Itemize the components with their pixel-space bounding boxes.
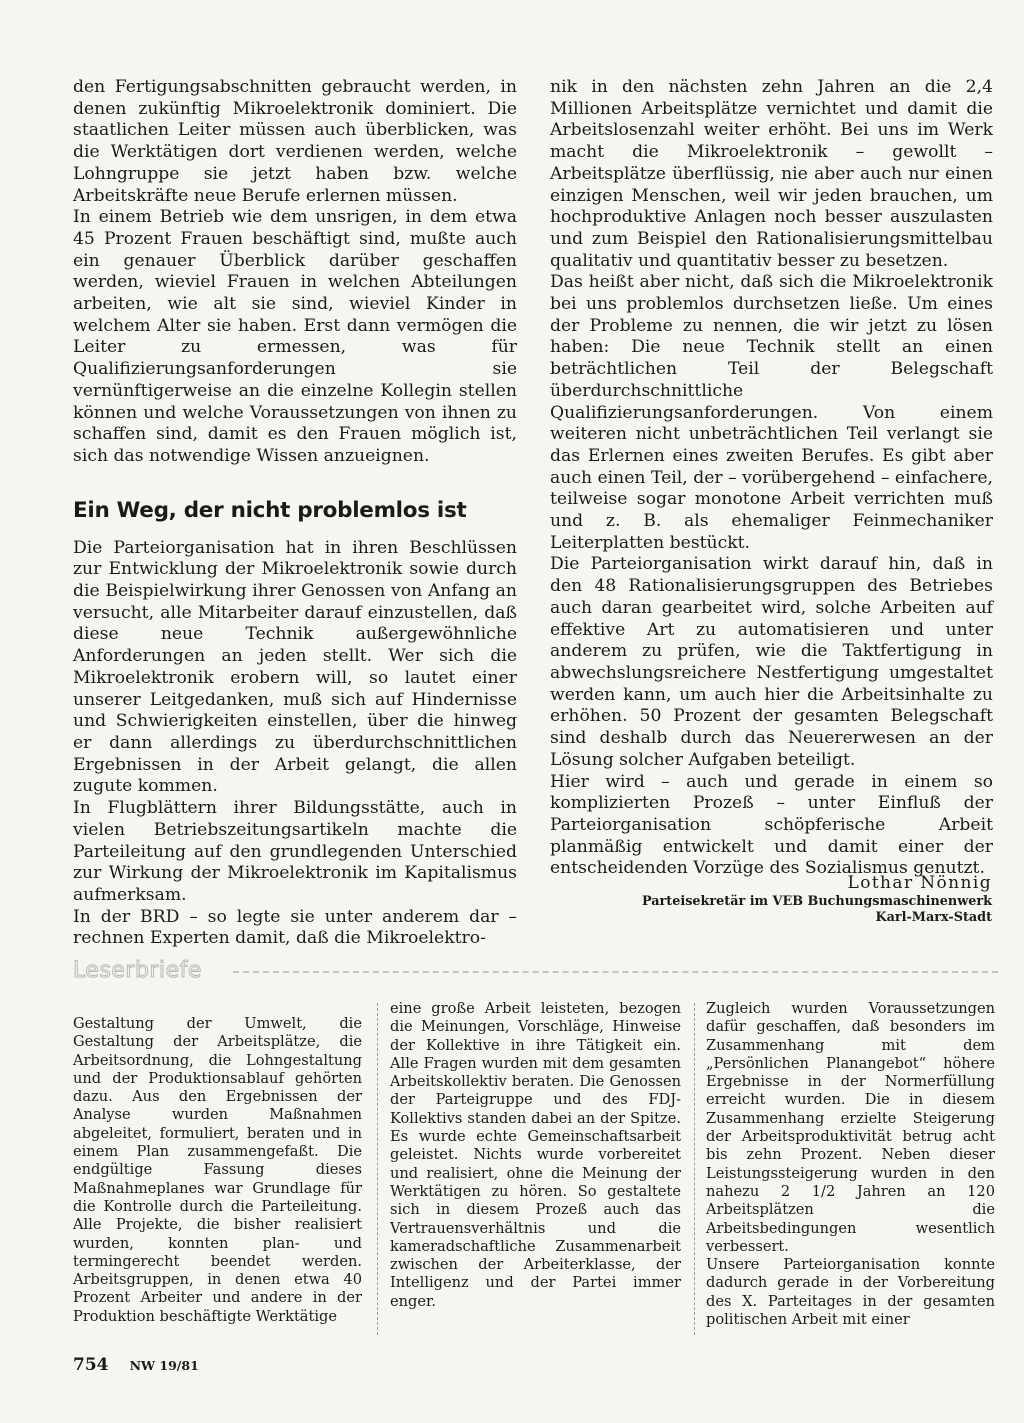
letters-column-3 [706,1000,995,1329]
article-paragraph: In einem Betrieb wie dem unsrigen, in dem etwa 45 Prozent Frauen beschäftigt sind, mußte auch ein genauer Überblick darüber geschaffen werden, wieviel Frauen in welchen Abteilungen arbeiten, wie alt sie sind, wieviel Kinder in welchem Alter sie haben. Erst dann vermögen die Leiter zu ermessen, was für Qualifizierungsanforderungen sie vernünftigerweise an die einzelne Kollegin stellen können und welche Voraussetzungen von ihnen zu schaffen sind, damit es den Frauen möglich ist, sich das notwendige Wissen anzueignen. [73,207,517,466]
letter-paragraph: Unsere Parteiorganisation konnte dadurch gerade in der Vorbereitung des X. Parteitages in der gesamten politischen Arbeit mit einer [706,1256,995,1329]
author-name: Lothar Nönnig [847,873,992,893]
article-paragraph: nik in den nächsten zehn Jahren an die 2,4 Millionen Arbeitsplätze vernichtet und damit die Arbeitslosenzahl weiter erhöht. Bei uns im Werk macht die Mikroelektronik – gewollt – Arbeitsplätze überflüssig, nie aber auch nur einen einzigen Menschen, weil wir jeden brauchen, um hochproduktive Anlagen noch besser auszulasten und zum Beispiel den Rationalisierungsmittelbau qualitativ und quantitativ besser zu besetzen. [550,77,993,271]
letter-paragraph: Zugleich wurden Voraussetzungen dafür geschaffen, daß besonders im Zusammenhang mit dem „Persönlichen Planangebot“ höhere Ergebnisse in der Normerfüllung erreicht wurden. Die in diesem Zusammenhang erzielte Steigerung der Arbeitsproduktivität betrug acht bis zehn Prozent. Neben dieser Leistungssteigerung wurden in den nahezu 2 1/2 Jahren an 120 Arbeitsplätzen die Arbeitsbedingungen wesentlich verbessert. [706,1000,995,1255]
letters-column-2 [390,1000,681,1311]
author-role: Parteisekretär im VEB Buchungsmaschinenwerk [641,894,992,909]
letters-column-1 [73,1015,362,1326]
letter-paragraph: eine große Arbeit leisteten, bezogen die Meinungen, Vorschläge, Hinweise der Kollektive in ihre Tätigkeit ein. Alle Fragen wurden mit dem gesamten Arbeitskollektiv beraten. Die Genossen der Parteigruppe und des FDJ-Kollektivs standen dabei an der Spitze. Es wurde echte Gemeinschaftsarbeit geleistet. Nichts wurde vorbereitet und realisiert, ohne die Meinung der Werktätigen zu hören. So gestaltete sich in diesem Prozeß auch das Vertrauensverhältnis und die kameradschaftliche Zusammenarbeit zwischen der Arbeiterklasse, der Intelligenz und der Partei immer enger. [390,1000,681,1310]
letters-section-label: Leserbriefe [73,958,202,983]
article-paragraph: Die Parteiorganisation wirkt darauf hin, daß in den 48 Rationalisierungsgruppen des Betriebes auch daran gearbeitet wird, solche Arbeiten auf effektive Art zu automatisieren und unter anderem zu prüfen, wie die Taktfertigung in abwechslungsreichere Nestfertigung umgestaltet werden kann, um auch hier die Arbeitsinhalte zu erhöhen. 50 Prozent der gesamten Belegschaft sind deshalb durch das Neuererwesen an der Lösung solcher Aufgaben beteiligt. [550,554,993,770]
author-signature [642,873,992,926]
article-column-2 [550,77,993,880]
letter-paragraph: Gestaltung der Umwelt, die Gestaltung der Arbeitsplätze, die Arbeitsordnung, die Lohngestaltung und der Produktionsablauf gehörten dazu. Aus den Ergebnissen der Analyse wurden Maßnahmen abgeleitet, formuliert, beraten und in einem Plan zusammengefaßt. Die endgültige Fassung dieses Maßnahmeplanes war Grundlage für die Kontrolle durch die Parteileitung. Alle Projekte, die bisher realisiert wurden, konnten plan- und termingerecht beendet werden. Arbeitsgruppen, in denen etwa 40 Prozent Arbeiter und andere in der Produktion beschäftigte Werktätige [73,1015,362,1325]
article-paragraph: In Flugblättern ihrer Bildungsstätte, auch in vielen Betriebszeitungsartikeln machte die Parteileitung auf den grundlegenden Unterschied zur Wirkung der Mikroelektronik im Kapitalismus aufmerksam. [73,798,517,905]
column-divider [694,1003,695,1335]
author-location: Karl-Marx-Stadt [875,910,992,925]
page-number: 754 [73,1355,109,1375]
article-paragraph: Die Parteiorganisation hat in ihren Beschlüssen zur Entwicklung der Mikroelektronik sowie durch die Beispielwirkung ihrer Genossen von Anfang an versucht, alle Mitarbeiter darauf einzustellen, daß diese neue Technik außergewöhnliche Anforderungen an jeden stellt. Wer sich die Mikroelektronik erobern will, so lautet einer unserer Leitgedanken, muß sich auf Hindernisse und Schwierigkeiten einstellen, über die hinweg er dann allerdings zu überdurchschnittlichen Ergebnissen in der Arbeit gelangt, die allen zugute kommen. [73,537,517,797]
article-paragraph: Hier wird – auch und gerade in einem so komplizierten Prozeß – unter Einfluß der Parteiorganisation schöpferische Arbeit planmäßig entwickelt und damit einer der entscheidenden Vorzüge des Sozialismus genutzt. [550,771,993,879]
article-paragraph: Das heißt aber nicht, daß sich die Mikroelektronik bei uns problemlos durchsetzen ließe. Um eines der Probleme zu nennen, die wir jetzt zu lösen haben: Die neue Technik stellt an einen beträchtlichen Teil der Belegschaft überdurchschnittliche Qualifizierungsanforderungen. Von einem weiteren nicht unbeträchtlichen Teil verlangt sie das Erlernen eines zweiten Berufes. Es gibt aber auch einen Teil, der – vorübergehend – einfachere, teilweise sogar monotone Arbeit verrichten muß und z. B. als ehemaliger Feinmechaniker Leiterplatten bestückt. [550,272,993,553]
page-footer [73,1355,199,1375]
letters-section-header [73,958,998,984]
article-column-1 [73,77,517,950]
article-paragraph: In der BRD – so legte sie unter anderem dar – rechnen Experten damit, daß die Mikroelektro- [73,906,517,949]
section-divider [233,971,998,973]
column-divider [377,1003,378,1335]
article-paragraph: den Fertigungsabschnitten gebraucht werden, in denen zukünftig Mikroelektronik dominiert. Die staatlichen Leiter müssen auch überblicken, was die Werktätigen dort verdienen werden, welche Lohngruppe sie jetzt haben bzw. welche Arbeitskräfte neue Berufe erlernen müssen. [73,77,517,206]
section-heading: Ein Weg, der nicht problemlos ist [73,497,467,523]
issue-label: NW 19/81 [129,1358,199,1373]
